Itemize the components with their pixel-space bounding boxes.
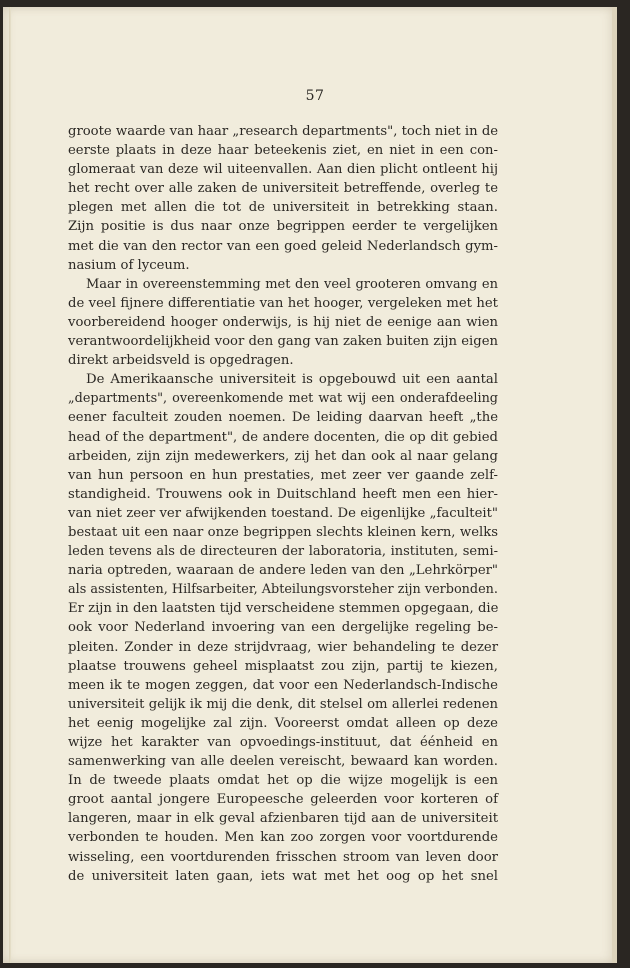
text-line: naria optreden, waaraan de andere leden van den „Lehrkörper"	[68, 563, 498, 579]
text-line: Er zijn in den laatsten tijd verscheidene stemmen opgegaan, die	[68, 601, 499, 617]
text-line: wijze het karakter van opvoedings-instituut, dat éénheid en	[68, 735, 498, 750]
text-line: de universiteit laten gaan, iets wat met het oog op het snel	[68, 868, 498, 884]
text-line: voorbereidend hooger onderwijs, is hij niet de eenige aan wien	[68, 314, 498, 330]
text-line: leden tevens als de directeuren der laboratoria, instituten, semi-	[68, 544, 498, 560]
text-line: universiteit gelijk ik mij die denk, dit stelsel om allerlei redenen	[68, 696, 498, 712]
text-line: bestaat uit een naar onze begrippen slechts kleinen kern, welks	[68, 524, 498, 540]
text-line: eener faculteit zouden noemen. De leiding daarvan heeft „the	[68, 410, 498, 426]
page-gutter	[9, 7, 11, 963]
text-line: langeren, maar in elk geval afzienbaren tijd aan de universiteit	[68, 811, 498, 827]
text-line: van niet zeer ver afwijkenden toestand. De eigenlijke „faculteit"	[68, 505, 498, 521]
text-line: In de tweede plaats omdat het op die wijze mogelijk is een	[68, 773, 498, 789]
text-line: nasium of lyceum.	[68, 257, 190, 273]
text-line: samenwerking van alle deelen vereischt, bewaard kan worden.	[68, 754, 498, 770]
text-line: arbeiden, zijn zijn medewerkers, zij het dan ook al naar gelang	[68, 448, 498, 464]
page-edge	[612, 7, 617, 963]
text-line: plegen met allen die tot de universiteit in betrekking staan.	[68, 200, 498, 216]
body-text	[68, 122, 498, 886]
text-line: verbonden te houden. Men kan zoo zorgen voor voortdurende	[68, 830, 498, 846]
text-line: ook voor Nederland invoering van een dergelijke regeling be-	[68, 620, 498, 636]
text-line: meen ik te mogen zeggen, dat voor een Nederlandsch-Indische	[68, 677, 498, 693]
text-line: „departments", overeenkomende met wat wij een onderafdeeling	[68, 391, 498, 407]
text-line: direkt arbeidsveld is opgedragen.	[68, 353, 294, 369]
page-number: 57	[305, 88, 325, 104]
text-line: het recht over alle zaken de universiteit betreffende, overleg te	[68, 181, 498, 197]
text-line: De Amerikaansche universiteit is opgebouwd uit een aantal	[86, 372, 498, 388]
text-line: head of the department", de andere docenten, die op dit gebied	[68, 429, 498, 445]
text-line: pleiten. Zonder in deze strijdvraag, wier behandeling te dezer	[68, 639, 498, 655]
text-line: van hun persoon en hun prestaties, met zeer ver gaande zelf-	[68, 467, 498, 483]
text-line: Zijn positie is dus naar onze begrippen eerder te vergelijken	[68, 219, 498, 235]
text-line: wisseling, een voortdurenden frisschen stroom van leven door	[68, 849, 498, 865]
text-line: glomeraat van deze wil uiteenvallen. Aan dien plicht ontleent hij	[68, 162, 498, 178]
text-line: als assistenten, Hilfsarbeiter, Abteilungsvorsteher zijn verbonden.	[68, 582, 498, 598]
text-line: verantwoordelijkheid voor den gang van zaken buiten zijn eigen	[68, 334, 498, 350]
text-line: eerste plaats in deze haar beteekenis ziet, en niet in een con-	[68, 143, 498, 159]
text-line: plaatse trouwens geheel misplaatst zou zijn, partij te kiezen,	[68, 658, 498, 674]
text-line: Maar in overeenstemming met den veel grooteren omvang en	[86, 276, 498, 292]
text-line: de veel fijnere differentiatie van het hooger, vergeleken met het	[68, 295, 498, 311]
text-line: standigheid. Trouwens ook in Duitschland heeft men een hier-	[68, 486, 498, 502]
text-line: met die van den rector van een goed geleid Nederlandsch gym-	[68, 238, 498, 254]
text-line: groote waarde van haar „research departments", toch niet in de	[68, 124, 499, 139]
text-line: het eenig mogelijke zal zijn. Vooreerst omdat alleen op deze	[68, 715, 498, 731]
text-line: groot aantal jongere Europeesche geleerden voor korteren of	[68, 792, 498, 808]
